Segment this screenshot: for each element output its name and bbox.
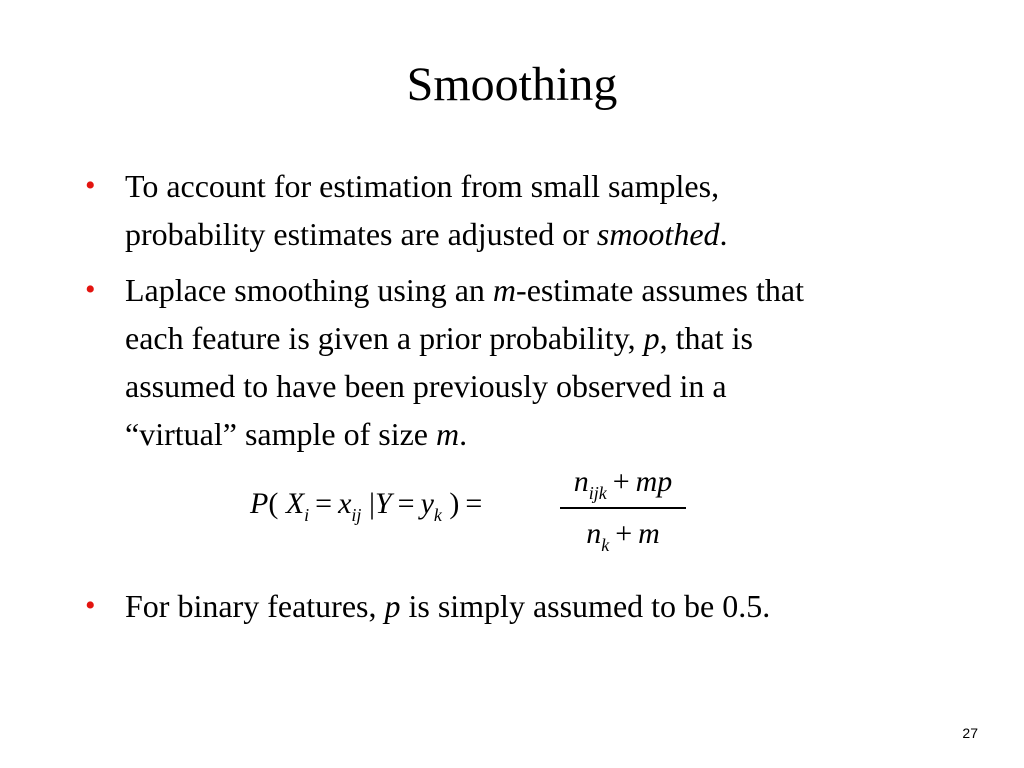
formula-symbol: m — [638, 517, 660, 550]
bullet-text-line: each feature is given a prior probability, — [125, 320, 644, 356]
formula-operator: = — [315, 487, 333, 520]
formula-lhs — [250, 484, 488, 527]
emphasis-text: smoothed — [596, 216, 720, 252]
bullet-text-line: assumed to have been previously observed in a — [125, 368, 727, 404]
bullet-text-line: To account for estimation from small samples, — [125, 168, 720, 204]
formula-symbol: n — [586, 517, 602, 550]
bullet-text-line: is simply assumed to be 0.5. — [400, 588, 771, 624]
bullet-text — [125, 266, 985, 458]
bullet-marker: • — [85, 273, 96, 306]
formula-symbol: mp — [635, 465, 673, 498]
formula-subscript: ij — [351, 505, 362, 525]
formula-fraction — [558, 462, 688, 562]
formula-subscript: ijk — [588, 483, 607, 503]
emphasis-text: p — [384, 588, 401, 624]
slide-title: Smoothing — [406, 58, 618, 111]
bullet-text-line: “virtual” sample of size — [125, 416, 436, 452]
formula-symbol: x — [338, 487, 352, 520]
bullet-text-line: For binary features, — [125, 588, 385, 624]
formula-symbol: ) — [449, 487, 460, 520]
formula-numerator — [558, 462, 688, 505]
formula-symbol: ( — [268, 487, 279, 520]
formula-symbol: y — [420, 487, 434, 520]
punctuation: . — [459, 416, 468, 452]
formula-operator: + — [615, 517, 633, 550]
emphasis-text: p — [643, 320, 660, 356]
formula-symbol: P — [250, 487, 269, 520]
formula-subscript: k — [433, 505, 442, 525]
bullet-text-line: -estimate assumes that — [516, 272, 804, 308]
bullet-text-line: , that is — [659, 320, 753, 356]
bullet-text — [125, 162, 985, 258]
bullet-marker: • — [85, 169, 96, 202]
formula-operator: = — [465, 487, 483, 520]
formula-denominator — [558, 514, 688, 557]
formula-operator: = — [397, 487, 415, 520]
fraction-bar — [560, 507, 686, 509]
bullet-text-line: Laplace smoothing using an — [125, 272, 493, 308]
emphasis-text: m — [435, 416, 460, 452]
punctuation: . — [719, 216, 728, 252]
formula-operator: + — [612, 465, 630, 498]
emphasis-text: m — [492, 272, 517, 308]
bullet-text-line: probability estimates are adjusted or — [125, 216, 597, 252]
formula-symbol: n — [573, 465, 589, 498]
formula-subscript: i — [304, 505, 310, 525]
bullet-marker: • — [85, 589, 96, 622]
formula-symbol: Y — [374, 487, 392, 520]
bullet-text — [125, 582, 985, 630]
formula-symbol: X — [285, 487, 305, 520]
formula-subscript: k — [601, 535, 610, 555]
formula-symbol: | — [368, 487, 375, 520]
page-number: 27 — [962, 725, 978, 741]
laplace-formula — [250, 462, 700, 562]
